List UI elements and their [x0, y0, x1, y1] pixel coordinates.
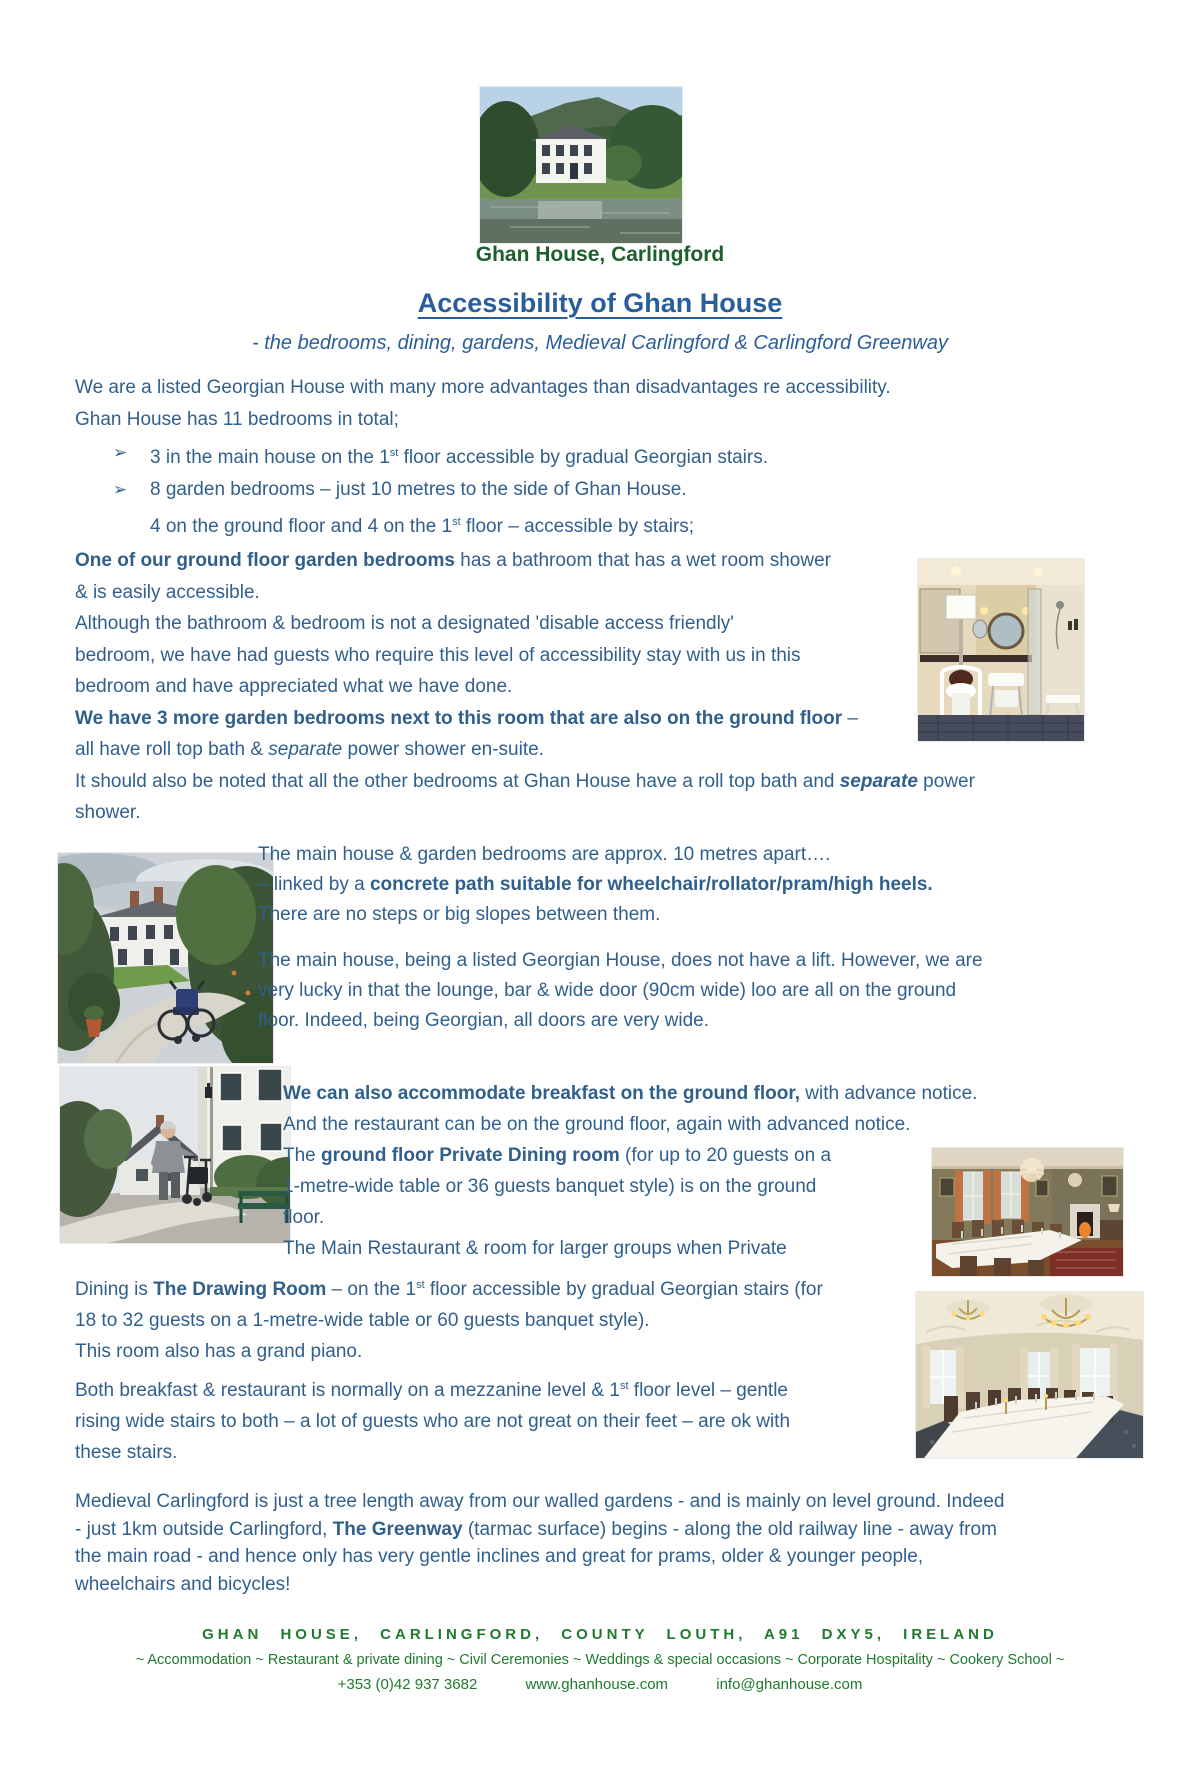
lake-house-illustration — [480, 87, 682, 243]
intro-line: We are a listed Georgian House with many more advantages than disadvantages re accessibility. — [75, 377, 891, 398]
body-line: We can also accommodate breakfast on the ground floor, with advance notice. — [283, 1083, 978, 1104]
body-line: Although the bathroom & bedroom is not a designated 'disable access friendly' — [75, 613, 734, 634]
rollator-illustration — [60, 1067, 290, 1243]
body-line: – linked by a concrete path suitable for wheelchair/rollator/pram/high heels. — [258, 874, 933, 895]
bullet-continuation: 4 on the ground floor and 4 on the 1st floor – accessible by stairs; — [150, 516, 695, 538]
page-title: Accessibility of Ghan House — [417, 288, 783, 318]
footer-contact — [0, 1676, 1200, 1693]
photo-garden-path-wheelchair — [58, 853, 273, 1063]
bullet-item-garden-bedrooms — [75, 474, 1135, 506]
body-line: very lucky in that the lounge, bar & wide door (90cm wide) loo are all on the ground — [258, 980, 957, 1001]
intro-line: Ghan House has 11 bedrooms in total; — [75, 409, 399, 431]
body-line: these stairs. — [75, 1442, 178, 1463]
body-line: floor. — [283, 1207, 325, 1228]
intro-section — [75, 372, 1135, 543]
body-line: bedroom and have appreciated what we have done. — [75, 676, 513, 697]
drawing-room-section — [75, 1270, 915, 1468]
body-line: bedroom, we have had guests who require this level of accessibility stay with us in this — [75, 644, 801, 666]
footer-address: GHAN HOUSE, CARLINGFORD, COUNTY LOUTH, A91 DXY5, IRELAND — [202, 1626, 998, 1643]
bedrooms-section — [75, 545, 1135, 829]
bullet-text: 8 garden bedrooms – just 10 metres to the side of Ghan House. — [150, 478, 687, 500]
body-line: 1-metre-wide table or 36 guests banquet style) is on the ground — [283, 1176, 817, 1197]
greenway-section — [75, 1488, 1145, 1599]
body-line: And the restaurant can be on the ground floor, again with advanced notice. — [283, 1114, 911, 1135]
photo-private-dining-room — [932, 1148, 1123, 1276]
body-line: all have roll top bath & separate power shower en-suite. — [75, 739, 544, 760]
photo-drawing-room-restaurant — [916, 1292, 1143, 1458]
drawing-room-illustration — [916, 1292, 1143, 1458]
body-line: The ground floor Private Dining room (for up to 20 guests on a — [283, 1145, 832, 1166]
dining-section — [283, 1078, 978, 1264]
path-wheelchair-illustration — [58, 853, 273, 1063]
private-dining-illustration — [932, 1148, 1123, 1276]
body-line: This room also has a grand piano. — [75, 1341, 363, 1362]
footer-phone: +353 (0)42 937 3682 — [337, 1676, 478, 1693]
page-subtitle: - the bedrooms, dining, gardens, Medieval Carlingford & Carlingford Greenway — [252, 332, 948, 354]
body-line: floor. Indeed, being Georgian, all doors are very wide. — [258, 1010, 709, 1031]
body-line: the main road - and hence only has very gentle inclines and great for prams, older & younger people, — [75, 1546, 924, 1568]
body-line: rising wide stairs to both – a lot of guests who are not great on their feet – are ok with — [75, 1411, 791, 1432]
photo-guest-with-rollator — [60, 1067, 290, 1243]
body-line: Both breakfast & restaurant is normally on a mezzanine level & 1st floor level – gentle — [75, 1380, 789, 1401]
body-line: It should also be noted that all the other bedrooms at Ghan House have a roll top bath and separate power — [75, 770, 975, 792]
body-line: shower. — [75, 802, 141, 823]
body-line: - just 1km outside Carlingford, The Greenway (tarmac surface) begins - along the old railway line - away from — [75, 1518, 997, 1540]
bullet-item-main-house — [75, 437, 1135, 474]
body-line: Dining is The Drawing Room – on the 1st floor accessible by gradual Georgian stairs (for — [75, 1279, 823, 1300]
footer-services: ~ Accommodation ~ Restaurant & private dining ~ Civil Ceremonies ~ Weddings & special occasions ~ Corporate Hospitality ~ Cookery School ~ — [135, 1652, 1065, 1668]
arrow-bullet-icon: ➢ — [113, 442, 128, 462]
body-line: & is easily accessible. — [75, 581, 260, 603]
footer-email-link[interactable]: info@ghanhouse.com — [716, 1676, 863, 1693]
body-line: 18 to 32 guests on a 1-metre-wide table or 60 guests banquet style). — [75, 1310, 650, 1331]
body-line: The Main Restaurant & room for larger groups when Private — [283, 1238, 787, 1259]
body-line: The main house, being a listed Georgian House, does not have a lift. However, we are — [258, 950, 983, 971]
body-line: One of our ground floor garden bedrooms has a bathroom that has a wet room shower — [75, 550, 831, 571]
body-line: wheelchairs and bicycles! — [75, 1574, 291, 1596]
bullet-text: 3 in the main house on the 1st floor accessible by gradual Georgian stairs. — [150, 446, 768, 468]
photo-ghan-house-lake — [480, 87, 682, 243]
body-line: There are no steps or big slopes between them. — [258, 904, 661, 925]
photo-caption: Ghan House, Carlingford — [475, 243, 725, 266]
body-line: Medieval Carlingford is just a tree length away from our walled gardens - and is mainly on level ground. Indeed — [75, 1491, 1005, 1512]
path-section — [258, 840, 1058, 1036]
body-line: We have 3 more garden bedrooms next to this room that are also on the ground floor – — [75, 707, 859, 729]
footer-website-link[interactable]: www.ghanhouse.com — [525, 1676, 669, 1693]
body-line: The main house & garden bedrooms are approx. 10 metres apart…. — [258, 844, 831, 865]
arrow-bullet-icon: ➢ — [113, 479, 128, 499]
